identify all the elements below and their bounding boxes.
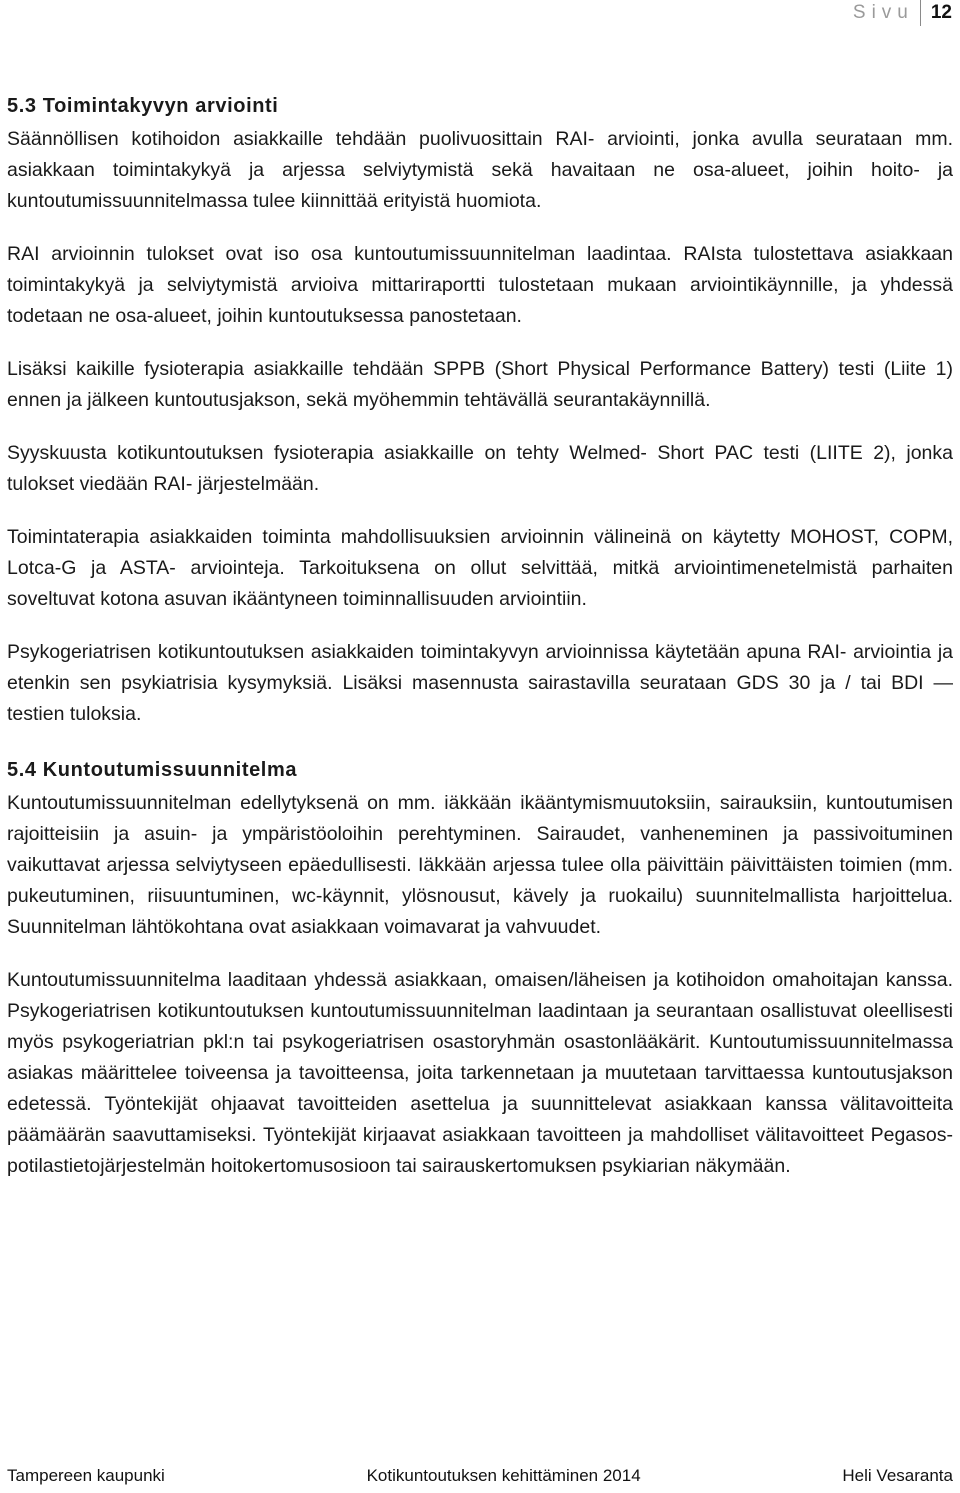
section-heading-5-4: 5.4 Kuntoutumissuunnitelma — [7, 759, 298, 781]
header-divider — [920, 0, 921, 26]
paragraph: Lisäksi kaikille fysioterapia asiakkaille tehdään SPPB (Short Physical Performance Battery) testi (Liite 1) ennen ja jälkeen kuntoutusjakson, sekä myöhemmin tehtävällä seurantakäynnillä. — [7, 358, 953, 411]
page-footer — [7, 1466, 953, 1486]
paragraph: RAI arvioinnin tulokset ovat iso osa kuntoutumissuunnitelman laadintaa. RAIsta tulostettava asiakkaan toimintakykyä ja selviytymistä arvioiva mittariraportti tulostetaan mukaan arviointikäynnille, ja yhdessä todetaan ne osa-alueet, joihin kuntoutuksessa panostetaan. — [7, 243, 953, 327]
page-label: Sivu — [852, 2, 914, 23]
page-header — [853, 0, 952, 30]
footer-author: Heli Vesaranta — [842, 1466, 953, 1485]
paragraph: Kuntoutumissuunnitelma laaditaan yhdessä asiakkaan, omaisen/läheisen ja kotihoidon omahoitajan kanssa. Psykogeriatrisen kotikuntoutuksen kuntoutumissuunnitelman laadintaan ja seurantaan osallistuvat oleellisesti myös psykogeriatrian pkl:n tai psykogeriatrisen osastoryhmän osastonlääkärit. Kuntoutumissuunnitelmassa asiakas määrittelee toiveensa ja tavoitteensa, joita tarkennetaan ja muutetaan tarvittaessa kuntoutusjakson edetessä. Työntekijät ohjaavat tavoitteiden asettelua ja suunnittelevat asiakkaan kanssa välitavoitteita päämäärän saavuttamiseksi. Työntekijät kirjaavat asiakkaan tavoitteen ja mahdolliset välitavoitteet Pegasos-potilastietojärjestelmän hoitokertomusosioon tai sairauskertomuksen psykiarian näkymään. — [7, 969, 953, 1177]
footer-organization: Tampereen kaupunki — [7, 1466, 165, 1485]
footer-document-title: Kotikuntoutuksen kehittäminen 2014 — [366, 1466, 641, 1485]
paragraph: Syyskuusta kotikuntoutuksen fysioterapia asiakkaille on tehty Welmed- Short PAC testi (LIITE 2), jonka tulokset viedään RAI- järjestelmään. — [7, 442, 953, 495]
document-body — [7, 90, 953, 1182]
paragraph: Toimintaterapia asiakkaiden toiminta mahdollisuuksien arvioinnin välineinä on käytetty MOHOST, COPM, Lotca-G ja ASTA- arviointeja. Tarkoituksena on ollut selvittää, mitkä arviointimenetelmistä parhaiten soveltuvat kotona asuvan ikääntyneen toiminnallisuuden arviointiin. — [7, 526, 953, 610]
paragraph: Psykogeriatrisen kotikuntoutuksen asiakkaiden toimintakyvyn arvioinnissa käytetään apuna RAI- arviointia ja etenkin sen psykiatrisia kysymyksiä. Lisäksi masennusta sairastavilla seurataan GDS 30 ja / tai BDI — testien tuloksia. — [7, 641, 953, 725]
page-number: 12 — [930, 2, 952, 23]
section-heading-5-3: 5.3 Toimintakyvyn arviointi — [7, 95, 279, 117]
paragraph: Kuntoutumissuunnitelman edellytyksenä on mm. iäkkään ikääntymismuutoksiin, sairauksiin, kuntoutumisen rajoitteisiin ja asuin- ja ympäristöoloihin perehtyminen. Sairaudet, vanheneminen ja passivoituminen vaikuttavat arjessa selviytyseen epäedullisesti. Iäkkään arjessa tulee olla päivittäin päivittäisten toimien (mm. pukeutuminen, riisuuntuminen, wc-käynnit, ylösnousut, kävely ja ruokailu) suunnitelmallista harjoittelua. Suunnitelman lähtökohtana ovat asiakkaan voimavarat ja vahvuudet. — [7, 792, 953, 938]
paragraph: Säännöllisen kotihoidon asiakkaille tehdään puolivuosittain RAI- arviointi, jonka avulla seurataan mm. asiakkaan toimintakykyä ja arjessa selviytymistä sekä havaitaan ne osa-alueet, joihin hoito- ja kuntoutumissuunnitelmassa tulee kiinnittää erityistä huomiota. — [7, 128, 953, 212]
